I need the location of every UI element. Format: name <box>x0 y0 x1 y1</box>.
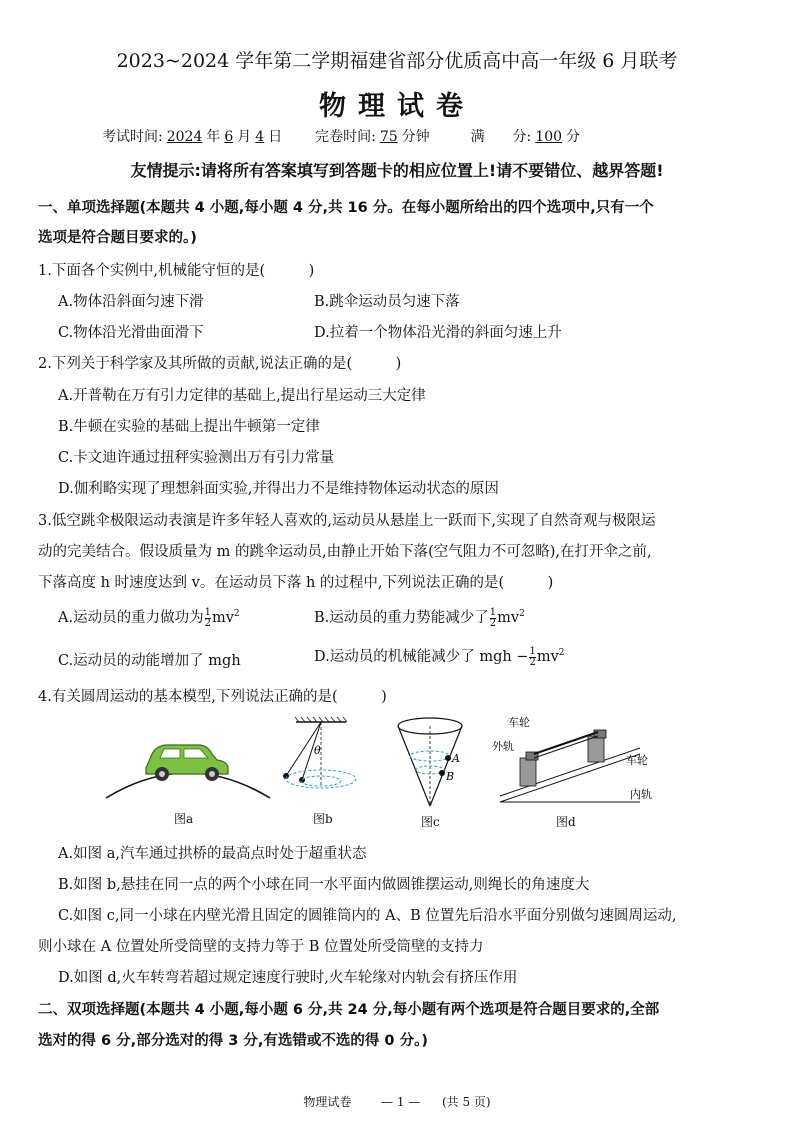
q2-stem: 2.下列关于科学家及其所做的贡献,说法正确的是( ) <box>38 356 402 372</box>
q1-option-d: D.拉着一个物体沿光滑的斜面匀速上升 <box>314 325 562 341</box>
month-unit: 月 <box>237 129 252 145</box>
exam-year: 2024 <box>166 129 203 145</box>
q3-option-c: C.运动员的动能增加了 mgh <box>58 653 241 669</box>
duration-label: 完卷时间: <box>315 129 376 145</box>
figure-b-caption: 图b <box>313 812 333 826</box>
friendly-tip: 友情提示:请将所有答案填写到答题卡的相应位置上!请不要错位、越界答题! <box>130 161 664 180</box>
figure-c-caption: 图c <box>421 815 440 829</box>
q3-line1: 3.低空跳伞极限运动表演是许多年轻人喜欢的,运动员从悬崖上一跃而下,实现了自然奇观与极限运 <box>38 513 656 529</box>
point-b-label: B <box>446 770 455 783</box>
theta-label: θ <box>314 744 321 757</box>
section1-line1: 一、单项选择题(本题共 4 小题,每小题 4 分,共 16 分。在每小题所给出的四个选项中,只有一个 <box>38 200 654 216</box>
q3-option-a: A.运动员的重力做功为 $\frac{1}{2}$ $mv^2$ <box>58 606 240 629</box>
q4-option-d: D.如图 d,火车转弯若超过规定速度行驶时,火车轮缘对内轨会有挤压作用 <box>58 970 518 986</box>
subject-title: 物理试卷 <box>319 91 475 122</box>
q2-option-c: C.卡文迪许通过扭秤实验测出万有引力常量 <box>58 450 335 466</box>
section2-line1: 二、双项选择题(本题共 4 小题,每小题 6 分,共 24 分,每小题有两个选项是符合题目要求的,全部 <box>38 1002 660 1018</box>
section2-line2: 选对的得 6 分,部分选对的得 3 分,有选错或不选的得 0 分。) <box>38 1033 428 1049</box>
year-unit: 年 <box>206 129 221 145</box>
day-unit: 日 <box>268 129 283 145</box>
q3-a-text: A.运动员的重力做功为 <box>58 610 204 626</box>
q1-stem: 1.下面各个实例中,机械能守恒的是( ) <box>38 263 315 279</box>
wheel-label-2: 车轮 <box>626 754 648 767</box>
q3-option-d: D.运动员的机械能减少了 mgh − $\frac{1}{2}$ $mv^2$ <box>314 645 565 668</box>
q4-option-a: A.如图 a,汽车通过拱桥的最高点时处于超重状态 <box>58 846 367 862</box>
point-a-label: A <box>452 752 460 765</box>
inner-rail-label: 内轨 <box>630 788 652 801</box>
q2-option-d: D.伽利略实现了理想斜面实验,并得出力不是维持物体运动状态的原因 <box>58 481 499 497</box>
figure-d-banked-track <box>490 716 660 806</box>
duration-value: 75 <box>379 129 398 145</box>
q2-option-a: A.开普勒在万有引力定律的基础上,提出行星运动三大定律 <box>58 388 426 404</box>
fraction-half: $\frac{1}{2}$ <box>529 645 536 668</box>
car-icon <box>146 745 228 781</box>
q3-line2: 动的完美结合。假设质量为 m 的跳伞运动员,由静止开始下落(空气阻力不可忽略),在打开伞之前, <box>38 544 652 560</box>
outer-rail-label: 外轨 <box>492 740 514 753</box>
exam-title: 2023~2024 学年第二学期福建省部分优质高中高一年级 6 月联考 <box>116 50 678 72</box>
q1-option-a: A.物体沿斜面匀速下滑 <box>58 294 204 310</box>
q1-option-c: C.物体沿光滑曲面滑下 <box>58 325 204 341</box>
exam-month: 6 <box>224 129 234 145</box>
footer-subject: 物理试卷 <box>303 1095 352 1109</box>
q3-line3: 下落高度 h 时速度达到 v。在运动员下落 h 的过程中,下列说法正确的是( ) <box>38 575 554 591</box>
fraction-half: $\frac{1}{2}$ <box>489 606 497 629</box>
footer-total-pages: (共 5 页) <box>441 1095 491 1109</box>
time-label: 考试时间: <box>102 129 163 145</box>
q4-option-b: B.如图 b,悬挂在同一点的两个小球在同一水平面内做圆锥摆运动,则绳长的角速度大 <box>58 877 590 893</box>
exam-day: 4 <box>255 129 265 145</box>
q2-option-b: B.牛顿在实验的基础上提出牛顿第一定律 <box>58 419 320 435</box>
q3-b-text: B.运动员的重力势能减少了 <box>314 610 489 626</box>
score-value: 100 <box>535 129 563 145</box>
figure-a-car-bridge <box>104 718 272 802</box>
fraction-half: $\frac{1}{2}$ <box>204 606 211 629</box>
q3-d-text: D.运动员的机械能减少了 mgh − <box>314 649 529 665</box>
wheel-label-1: 车轮 <box>508 716 530 729</box>
q4-stem: 4.有关圆周运动的基本模型,下列说法正确的是( ) <box>38 689 387 705</box>
exam-info <box>102 126 580 146</box>
q1-option-b: B.跳伞运动员匀速下落 <box>314 294 460 310</box>
q4-option-c-line2: 则小球在 A 位置处所受筒壁的支持力等于 B 位置处所受筒壁的支持力 <box>38 939 484 955</box>
page-footer <box>0 1093 794 1110</box>
figure-b-conical-pendulum <box>272 716 382 810</box>
figure-d-caption: 图d <box>556 815 576 829</box>
duration-unit: 分钟 <box>401 129 430 145</box>
score-label: 满 分: <box>470 129 532 145</box>
figure-a-caption: 图a <box>174 812 194 826</box>
figure-c-cone <box>392 712 472 812</box>
section1-line2: 选项是符合题目要求的。) <box>38 230 197 246</box>
footer-page-number: — 1 — <box>381 1095 421 1109</box>
q4-option-c-line1: C.如图 c,同一小球在内壁光滑且固定的圆锥筒内的 A、B 位置先后沿水平面分别做匀速圆周运动, <box>58 908 677 924</box>
q3-option-b: B.运动员的重力势能减少了 $\frac{1}{2}$ $mv^2$ <box>314 606 525 629</box>
score-unit: 分 <box>566 129 581 145</box>
